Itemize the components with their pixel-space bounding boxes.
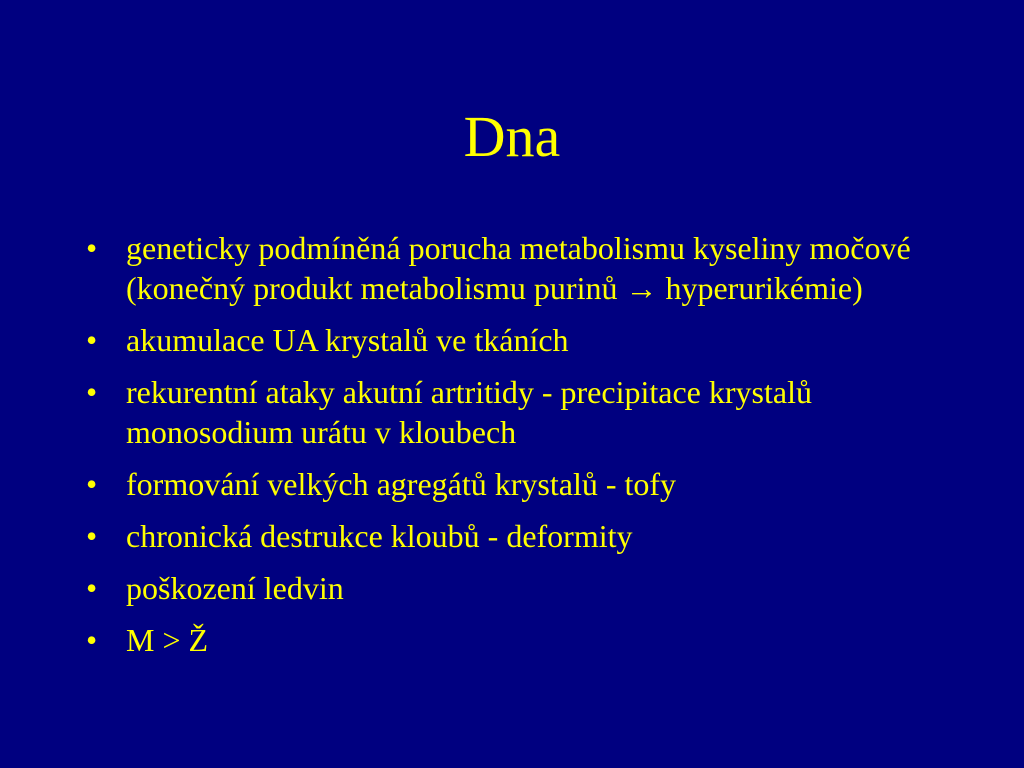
bullet-icon: • (86, 374, 98, 410)
bullet-text: rekurentní ataky akutní artritidy - precipitace krystalů monosodium urátu v kloubech (126, 374, 812, 450)
bullet-item (86, 372, 966, 452)
bullet-icon: • (86, 570, 98, 606)
bullet-item (86, 620, 966, 660)
bullet-item (86, 228, 966, 308)
bullet-text: poškození ledvin (126, 570, 344, 606)
bullet-text: formování velkých agregátů krystalů - tofy (126, 466, 677, 502)
bullet-item (86, 516, 966, 556)
bullet-icon: • (86, 466, 98, 502)
bullet-text: M > Ž (126, 622, 209, 658)
bullet-icon: • (86, 622, 98, 658)
bullet-text: akumulace UA krystalů ve tkáních (126, 322, 569, 358)
slide-title: Dna (463, 104, 561, 169)
bullet-icon: • (86, 518, 98, 554)
bullet-icon: • (86, 230, 98, 266)
bullet-item (86, 320, 966, 360)
bullet-item (86, 568, 966, 608)
bullet-text: chronická destrukce kloubů - deformity (126, 518, 633, 554)
bullet-item (86, 464, 966, 504)
bullet-icon: • (86, 322, 98, 358)
bullet-list (86, 228, 966, 672)
bullet-text: geneticky podmíněná porucha metabolismu kyseliny močové (konečný produkt metabolismu purinů → hyperurikémie) (126, 230, 911, 306)
